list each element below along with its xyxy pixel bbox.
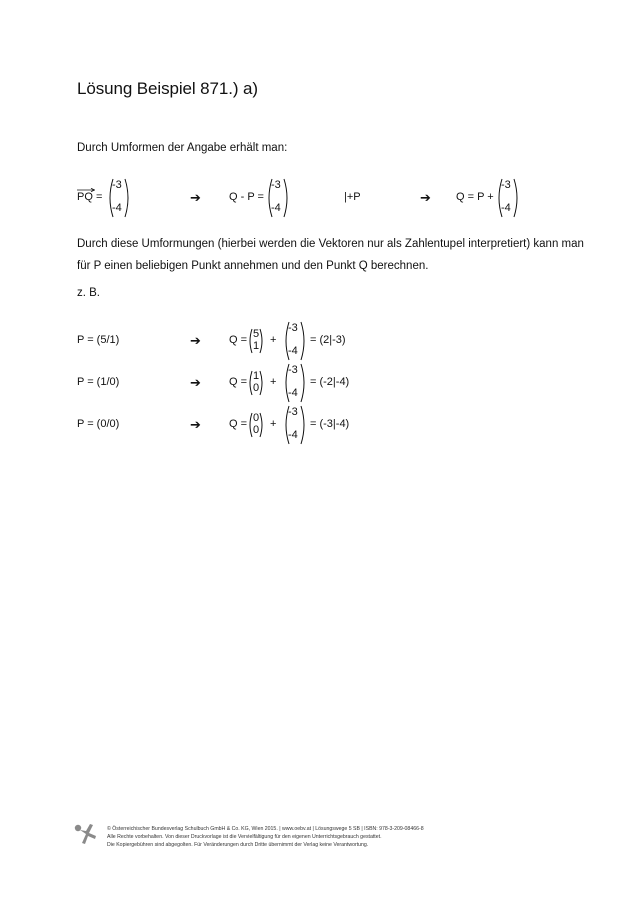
arrow-right-icon: ➔ [420, 190, 431, 205]
result: = (-3|-4) [310, 418, 350, 430]
arrow-right-icon: ➔ [190, 333, 201, 348]
explanation-line-1: Durch diese Umformungen (hierbei werden die Vektoren nur als Zahlentupel interpretiert) kann man [77, 238, 584, 250]
result: = (-2|-4) [310, 376, 350, 388]
vector-top: -3 [288, 406, 298, 418]
publisher-logo-icon [74, 822, 98, 846]
footer [107, 825, 424, 850]
arrow-right-icon: ➔ [190, 375, 201, 390]
small-vector-top: 5 [253, 328, 260, 340]
vector-bottom: -4 [112, 202, 122, 214]
vector-bottom: -4 [288, 387, 298, 399]
arrow-right-icon: ➔ [190, 190, 201, 205]
explanation-line-2: für P einen beliebigen Punkt annehmen und den Punkt Q berechnen. [77, 260, 429, 272]
intro-text: Durch Umformen der Angabe erhält man: [77, 142, 288, 154]
q-label: Q = [229, 418, 248, 430]
vector-arrow-icon [77, 188, 95, 192]
plus-sign: + [270, 418, 277, 430]
vector-bottom: -4 [271, 202, 281, 214]
footer-line-2: Alle Rechte vorbehalten. Von dieser Druckvorlage ist die Vervielfältigung für den eigenen Unterrichtsgebrauch gestattet. [107, 834, 382, 841]
footer-line-3: Die Kopiergebühren sind abgegolten. Für Veränderungen durch Dritte übernimmt der Verlag keine Verantwortung. [107, 842, 369, 849]
pq-text: PQ [77, 191, 93, 203]
vector-top: -3 [501, 179, 511, 191]
footer-line-1: © Österreichischer Bundesverlag Schulbuch GmbH & Co. KG, Wien 2015. | www.oebv.at | Lösungswege 5 SB | ISBN: 978-3-209-08466-8 [107, 826, 424, 832]
small-vector-top: 0 [253, 412, 260, 424]
vector-bottom: -4 [501, 202, 511, 214]
step-note: |+P [344, 191, 361, 203]
small-vector-bottom: 1 [253, 340, 260, 352]
vector-top: -3 [288, 364, 298, 376]
step1-label: Q - P = [229, 191, 264, 203]
point-p: P = (1/0) [77, 376, 120, 388]
pq-label [77, 191, 102, 203]
equals-sign: = [95, 191, 103, 203]
example-row [77, 405, 477, 445]
small-vector-bottom: 0 [253, 382, 260, 394]
arrow-right-icon: ➔ [190, 417, 201, 432]
point-p: P = (0/0) [77, 418, 120, 430]
example-label: z. B. [77, 287, 101, 299]
q-label: Q = [229, 334, 248, 346]
example-row [77, 363, 477, 403]
point-p: P = (5/1) [77, 334, 120, 346]
vector-bottom: -4 [288, 429, 298, 441]
vector-top: -3 [271, 179, 281, 191]
step2-label: Q = P + [456, 191, 494, 203]
vector-top: -3 [112, 179, 122, 191]
small-vector-top: 1 [253, 370, 260, 382]
example-row [77, 321, 477, 361]
result: = (2|-3) [310, 334, 346, 346]
small-vector-bottom: 0 [253, 424, 260, 436]
vector-top: -3 [288, 322, 298, 334]
plus-sign: + [270, 376, 277, 388]
q-label: Q = [229, 376, 248, 388]
page-title: Lösung Beispiel 871.) a) [77, 79, 258, 98]
equation-row [77, 178, 557, 218]
plus-sign: + [270, 334, 277, 346]
vector-bottom: -4 [288, 345, 298, 357]
